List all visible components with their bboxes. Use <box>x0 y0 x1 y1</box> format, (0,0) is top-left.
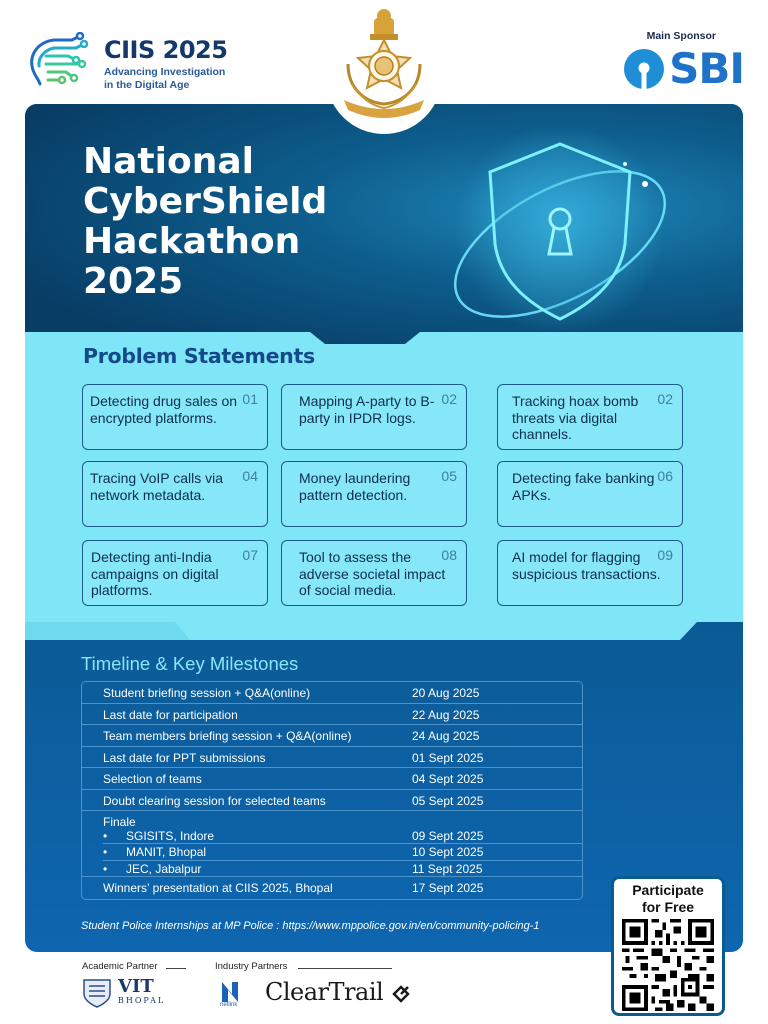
netlink-logo <box>218 980 248 1010</box>
timeline-event: Last date for participation <box>103 707 238 722</box>
finale-venue: MANIT, Bhopal <box>126 845 207 859</box>
problem-statement-card <box>497 384 683 450</box>
finale-label: Finale <box>103 815 136 829</box>
event-title-line-4: 2025 <box>83 261 184 302</box>
problem-statement-card <box>497 461 683 527</box>
problem-statement-number: 08 <box>441 547 457 563</box>
timeline-row <box>82 768 582 790</box>
problem-statements-heading: Problem Statements <box>83 344 315 368</box>
problem-statement-card <box>281 540 467 606</box>
sponsor-label: Main Sponsor <box>646 30 716 42</box>
timeline-date: 22 Aug 2025 <box>412 707 480 722</box>
cleartrail-wordmark: ClearTrail <box>265 978 384 1006</box>
police-emblem-icon <box>326 0 442 124</box>
bullet: • <box>103 862 108 876</box>
cleartrail-logo <box>265 978 410 1006</box>
problem-statement-text: Tool to assess the adverse societal impact of social media. <box>299 549 446 598</box>
event-title-line-1: National <box>83 141 254 182</box>
finale-divider <box>103 843 582 844</box>
event-title-line-3: Hackathon <box>83 221 301 262</box>
timeline-date: 20 Aug 2025 <box>412 686 480 700</box>
finale-venue: SGISITS, Indore <box>126 829 215 843</box>
timeline-event: Student briefing session + Q&A(online) <box>103 686 311 700</box>
ciis-title: CIIS 2025 <box>104 36 228 64</box>
timeline-row <box>82 704 582 726</box>
timeline-row <box>82 790 582 812</box>
registration-qr-card[interactable] <box>611 876 725 1016</box>
problem-statement-number: 02 <box>657 391 673 407</box>
timeline-event: Team members briefing session + Q&A(online) <box>103 729 352 743</box>
sbi-wordmark: SBI <box>669 44 744 93</box>
cyber-shield-icon <box>435 124 685 344</box>
problem-statement-text: Tracing VoIP calls via network metadata. <box>90 470 224 503</box>
ciis-logo <box>24 32 244 96</box>
timeline-event: Doubt clearing session for selected teams <box>103 793 326 808</box>
sbi-keyhole-icon <box>623 48 665 90</box>
qr-label-line-2: for Free <box>641 899 695 915</box>
problem-statement-text: Detecting fake banking APKs. <box>512 470 655 503</box>
qr-label <box>614 882 722 916</box>
ciis-tagline <box>104 66 225 91</box>
problem-statement-text: Detecting anti-India campaigns on digital platforms. <box>91 549 219 598</box>
bullet: • <box>103 829 108 843</box>
problem-statement-text: Money laundering pattern detection. <box>299 470 411 503</box>
problem-statement-text: AI model for flagging suspicious transactions. <box>512 549 661 582</box>
problem-statement-card <box>281 461 467 527</box>
timeline-date: 04 Sept 2025 <box>412 772 484 786</box>
problem-statement-text: Mapping A-party to B-party in IPDR logs. <box>299 393 435 426</box>
industry-partners-label: Industry Partners <box>215 961 288 972</box>
finale-date: 10 Sept 2025 <box>412 845 484 859</box>
vit-location: BHOPAL <box>118 996 166 1005</box>
problem-statement-card <box>497 540 683 606</box>
netlink-n-icon <box>218 980 248 1004</box>
timeline-date: 17 Sept 2025 <box>412 881 484 895</box>
qr-code-icon[interactable] <box>619 919 717 1011</box>
timeline-table <box>81 681 583 900</box>
main-sponsor <box>614 30 744 100</box>
event-title-line-2: CyberShield <box>83 181 328 222</box>
timeline-event: Selection of teams <box>103 772 202 786</box>
vit-bhopal-logo <box>80 976 180 1010</box>
problem-statement-card <box>82 461 268 527</box>
timeline-row <box>82 747 582 769</box>
qr-label-line-1: Participate <box>632 882 704 898</box>
finale-venue: JEC, Jabalpur <box>126 862 202 876</box>
problem-statement-number: 06 <box>657 468 673 484</box>
netlink-wordmark: netlink <box>220 1002 238 1008</box>
problem-statement-number: 02 <box>441 391 457 407</box>
problem-statement-text: Detecting drug sales on encrypted platforms. <box>90 393 238 426</box>
finale-date: 11 Sept 2025 <box>412 862 483 876</box>
timeline-finale-group <box>82 811 582 877</box>
internship-link[interactable]: Student Police Internships at MP Police : https://www.mppolice.gov.in/en/community-policing-1 <box>81 920 540 932</box>
poster-card <box>25 104 743 952</box>
problem-statement-number: 01 <box>242 391 258 407</box>
problem-statement-number: 09 <box>657 547 673 563</box>
timeline-event: Winners’ presentation at CIIS 2025, Bhopal <box>103 881 333 895</box>
timeline-heading: Timeline & Key Milestones <box>81 653 299 674</box>
finale-divider <box>103 860 582 861</box>
problem-statement-card <box>281 384 467 450</box>
problem-statement-card <box>82 540 268 606</box>
problem-statement-number: 05 <box>441 468 457 484</box>
timeline-event: Last date for PPT submissions <box>103 750 266 765</box>
vit-crest-icon <box>80 976 114 1008</box>
bullet: • <box>103 845 108 859</box>
problem-statement-text: Tracking hoax bomb threats via digital channels. <box>512 393 639 442</box>
academic-partner-label: Academic Partner <box>82 961 158 972</box>
mp-police-emblem <box>326 0 442 134</box>
industry-partners-divider <box>298 968 392 969</box>
sbi-logo <box>623 44 744 93</box>
finale-date: 09 Sept 2025 <box>412 829 484 843</box>
academic-partner-divider <box>166 968 186 969</box>
problem-statement-number: 07 <box>242 547 258 563</box>
problem-statement-number: 04 <box>242 468 258 484</box>
ciis-tagline-line-1: Advancing Investigation <box>104 66 226 78</box>
timeline-date: 24 Aug 2025 <box>412 729 480 743</box>
circuit-head-icon <box>24 32 94 96</box>
problem-statement-card <box>82 384 268 450</box>
ciis-tagline-line-2: in the Digital Age <box>104 78 190 91</box>
timeline-date: 01 Sept 2025 <box>412 750 484 765</box>
event-title <box>83 142 327 302</box>
timeline-row <box>82 682 582 704</box>
vit-wordmark: VIT <box>118 976 154 997</box>
cleartrail-mark-icon <box>392 985 410 1003</box>
timeline-row <box>82 877 582 899</box>
timeline-row <box>82 725 582 747</box>
timeline-date: 05 Sept 2025 <box>412 793 484 808</box>
